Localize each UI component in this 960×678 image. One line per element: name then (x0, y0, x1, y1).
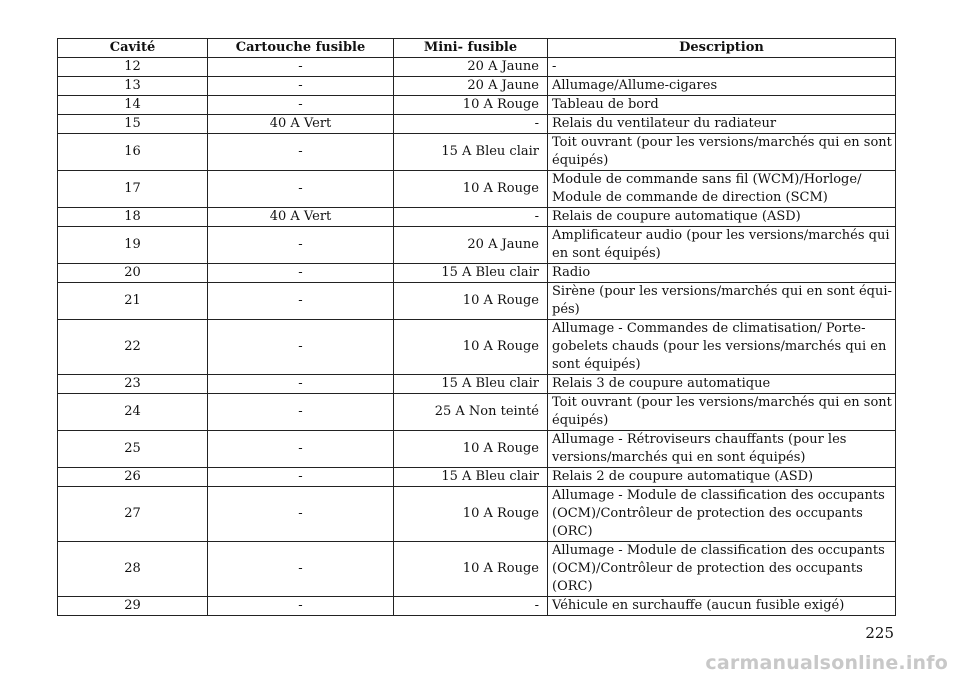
table-row (58, 208, 896, 227)
cell-cartridge-fuse: - (208, 394, 394, 431)
cell-cartridge-fuse: - (208, 134, 394, 171)
cell-description: Allumage - Module de classification des occupants (OCM)/Contrôleur de protection des occupants (ORC) (548, 487, 896, 542)
table-row (58, 264, 896, 283)
table-row (58, 320, 896, 375)
cell-cavity: 28 (58, 542, 208, 597)
cell-cartridge-fuse: - (208, 542, 394, 597)
cell-description: Relais 2 de coupure automatique (ASD) (548, 468, 896, 487)
table-row (58, 58, 896, 77)
cell-mini-fuse: 25 A Non teinté (394, 394, 548, 431)
table-row (58, 468, 896, 487)
cell-cavity: 27 (58, 487, 208, 542)
cell-cavity: 15 (58, 115, 208, 134)
cell-description: Module de commande sans fil (WCM)/Horloge/ Module de commande de direction (SCM) (548, 171, 896, 208)
cell-mini-fuse: 10 A Rouge (394, 431, 548, 468)
cell-cartridge-fuse: 40 A Vert (208, 208, 394, 227)
header-cartridge-fuse: Cartouche fusible (208, 39, 394, 58)
cell-mini-fuse: 10 A Rouge (394, 487, 548, 542)
cell-mini-fuse: 10 A Rouge (394, 171, 548, 208)
cell-description: - (548, 58, 896, 77)
cell-mini-fuse: - (394, 208, 548, 227)
cell-description: Tableau de bord (548, 96, 896, 115)
cell-mini-fuse: 15 A Bleu clair (394, 134, 548, 171)
cell-cavity: 14 (58, 96, 208, 115)
table-row (58, 227, 896, 264)
table-row (58, 542, 896, 597)
header-mini-fuse: Mini- fusible (394, 39, 548, 58)
cell-cavity: 13 (58, 77, 208, 96)
cell-cartridge-fuse: - (208, 431, 394, 468)
table-row (58, 77, 896, 96)
cell-mini-fuse: 15 A Bleu clair (394, 375, 548, 394)
table-row (58, 96, 896, 115)
cell-description: Relais du ventilateur du radiateur (548, 115, 896, 134)
fuse-table (57, 38, 896, 616)
cell-mini-fuse: 10 A Rouge (394, 320, 548, 375)
cell-mini-fuse: 20 A Jaune (394, 77, 548, 96)
cell-mini-fuse: 15 A Bleu clair (394, 264, 548, 283)
cell-description: Allumage - Commandes de climatisation/ Porte- gobelets chauds (pour les versions/marchés qui en sont équipés) (548, 320, 896, 375)
table-row (58, 375, 896, 394)
page-number: 225 (865, 624, 894, 642)
cell-cavity: 29 (58, 597, 208, 616)
cell-mini-fuse: 10 A Rouge (394, 542, 548, 597)
table-row (58, 487, 896, 542)
cell-description: Relais 3 de coupure automatique (548, 375, 896, 394)
table-row (58, 394, 896, 431)
table-row (58, 431, 896, 468)
cell-mini-fuse: 20 A Jaune (394, 227, 548, 264)
table-row (58, 283, 896, 320)
cell-cartridge-fuse: - (208, 58, 394, 77)
cell-cartridge-fuse: - (208, 283, 394, 320)
cell-cavity: 20 (58, 264, 208, 283)
fuse-table-body (58, 58, 896, 616)
cell-mini-fuse: 20 A Jaune (394, 58, 548, 77)
cell-description: Véhicule en surchauffe (aucun fusible exigé) (548, 597, 896, 616)
watermark: carmanualsonline.info (705, 652, 948, 674)
cell-mini-fuse: 15 A Bleu clair (394, 468, 548, 487)
cell-mini-fuse: 10 A Rouge (394, 283, 548, 320)
cell-description: Toit ouvrant (pour les versions/marchés qui en sont équipés) (548, 394, 896, 431)
cell-mini-fuse: - (394, 115, 548, 134)
cell-description: Sirène (pour les versions/marchés qui en sont équi- pés) (548, 283, 896, 320)
table-row (58, 597, 896, 616)
cell-description: Allumage - Rétroviseurs chauffants (pour les versions/marchés qui en sont équipés) (548, 431, 896, 468)
cell-cavity: 25 (58, 431, 208, 468)
cell-cartridge-fuse: 40 A Vert (208, 115, 394, 134)
cell-cartridge-fuse: - (208, 264, 394, 283)
cell-cavity: 17 (58, 171, 208, 208)
cell-cavity: 21 (58, 283, 208, 320)
cell-description: Toit ouvrant (pour les versions/marchés qui en sont équipés) (548, 134, 896, 171)
table-row (58, 134, 896, 171)
cell-description: Allumage/Allume-cigares (548, 77, 896, 96)
header-description: Description (548, 39, 896, 58)
cell-description: Amplificateur audio (pour les versions/marchés qui en sont équipés) (548, 227, 896, 264)
cell-cavity: 23 (58, 375, 208, 394)
header-cavity: Cavité (58, 39, 208, 58)
cell-description: Allumage - Module de classification des occupants (OCM)/Contrôleur de protection des occupants (ORC) (548, 542, 896, 597)
cell-cartridge-fuse: - (208, 375, 394, 394)
cell-mini-fuse: - (394, 597, 548, 616)
cell-cavity: 22 (58, 320, 208, 375)
table-header-row (58, 39, 896, 58)
cell-cavity: 16 (58, 134, 208, 171)
cell-cartridge-fuse: - (208, 77, 394, 96)
cell-cartridge-fuse: - (208, 96, 394, 115)
cell-cavity: 19 (58, 227, 208, 264)
cell-cartridge-fuse: - (208, 597, 394, 616)
cell-cavity: 24 (58, 394, 208, 431)
table-row (58, 115, 896, 134)
table-row (58, 171, 896, 208)
cell-cartridge-fuse: - (208, 487, 394, 542)
cell-cartridge-fuse: - (208, 227, 394, 264)
cell-description: Radio (548, 264, 896, 283)
cell-cavity: 12 (58, 58, 208, 77)
cell-cavity: 26 (58, 468, 208, 487)
cell-description: Relais de coupure automatique (ASD) (548, 208, 896, 227)
cell-cartridge-fuse: - (208, 320, 394, 375)
cell-cartridge-fuse: - (208, 171, 394, 208)
cell-cavity: 18 (58, 208, 208, 227)
cell-mini-fuse: 10 A Rouge (394, 96, 548, 115)
cell-cartridge-fuse: - (208, 468, 394, 487)
